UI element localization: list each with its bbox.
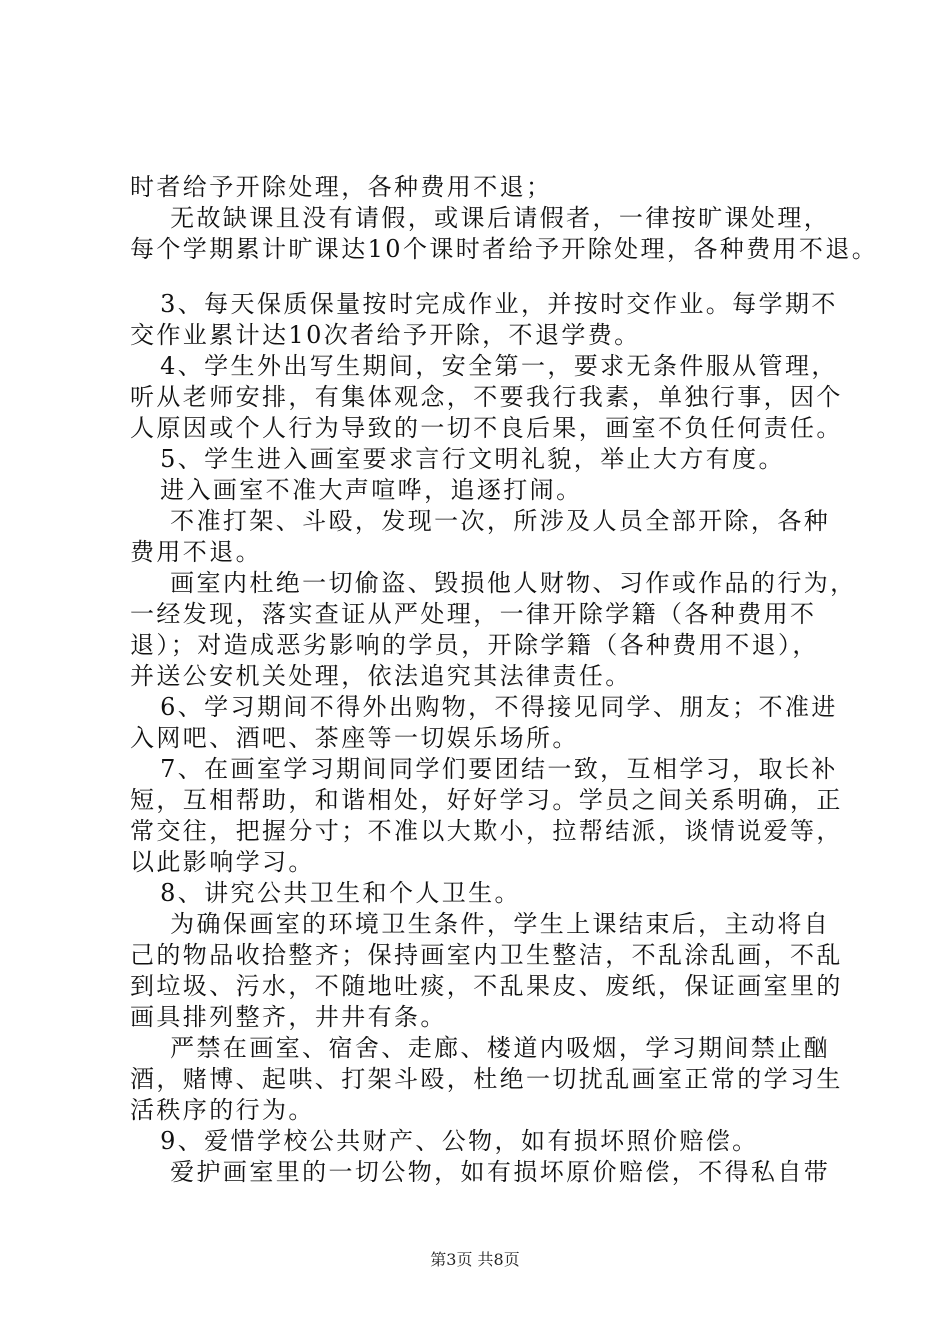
text-line: 交作业累计达10次者给予开除，不退学费。: [130, 321, 641, 349]
page-number-footer: 第3页 共8页: [430, 1250, 520, 1269]
document-body: [130, 172, 879, 1188]
text-line: 8、讲究公共卫生和个人卫生。: [130, 879, 521, 907]
text-line: 一经发现，落实查证从严处理，一律开除学籍（各种费用不: [130, 600, 817, 628]
text-line: 己的物品收拾整齐；保持画室内卫生整洁，不乱涂乱画，不乱: [130, 941, 843, 969]
text-line: 为确保画室的环境卫生条件，学生上课结束后，主动将自: [130, 910, 831, 938]
text-line: 5、学生进入画室要求言行文明礼貌，举止大方有度。: [130, 445, 785, 473]
text-line: 费用不退。: [130, 538, 262, 566]
text-line: 到垃圾、污水，不随地吐痰，不乱果皮、废纸，保证画室里的: [130, 972, 843, 1000]
text-line: 退）；对造成恶劣影响的学员，开除学籍（各种费用不退），: [130, 631, 819, 659]
text-line: 酒，赌博、起哄、打架斗殴，杜绝一切扰乱画室正常的学习生: [130, 1065, 843, 1093]
text-line: 人原因或个人行为导致的一切不良后果，画室不负任何责任。: [130, 414, 843, 442]
text-line: 严禁在画室、宿舍、走廊、楼道内吸烟，学习期间禁止酗: [130, 1034, 831, 1062]
text-line: 爱护画室里的一切公物，如有损坏原价赔偿，不得私自带: [130, 1158, 831, 1186]
text-line: 7、在画室学习期间同学们要团结一致，互相学习，取长补: [130, 755, 838, 783]
text-line: 不准打架、斗殴，发现一次，所涉及人员全部开除，各种: [130, 507, 831, 535]
text-line: 入网吧、酒吧、茶座等一切娱乐场所。: [130, 724, 579, 752]
text-line: 每个学期累计旷课达10个课时者给予开除处理，各种费用不退。: [130, 235, 879, 263]
text-line: 时者给予开除处理，各种费用不退；: [130, 173, 553, 201]
text-line: 进入画室不准大声喧哗，追逐打闹。: [130, 476, 583, 504]
text-line: 以此影响学习。: [130, 848, 315, 876]
text-line: 常交往，把握分寸；不准以大欺小，拉帮结派，谈情说爱等，: [130, 817, 843, 845]
text-line: 短，互相帮助，和谐相处，好好学习。学员之间关系明确，正: [130, 786, 843, 814]
text-line: 3、每天保质保量按时完成作业，并按时交作业。每学期不: [130, 290, 838, 318]
text-line: 9、爱惜学校公共财产、公物，如有损坏照价赔偿。: [130, 1127, 759, 1155]
text-line: 无故缺课且没有请假，或课后请假者，一律按旷课处理，: [130, 204, 831, 232]
text-line: 并送公安机关处理，依法追究其法律责任。: [130, 662, 632, 690]
text-line: 画具排列整齐，井井有条。: [130, 1003, 447, 1031]
text-line: 6、学习期间不得外出购物，不得接见同学、朋友；不准进: [130, 693, 838, 721]
text-line: 4、学生外出写生期间，安全第一，要求无条件服从管理，: [130, 352, 838, 380]
paragraph-gap: [130, 265, 850, 289]
text-line: 活秩序的行为。: [130, 1096, 315, 1124]
text-line: 画室内杜绝一切偷盗、毁损他人财物、习作或作品的行为，: [130, 569, 857, 597]
text-line: 听从老师安排，有集体观念，不要我行我素，单独行事，因个: [130, 383, 843, 411]
